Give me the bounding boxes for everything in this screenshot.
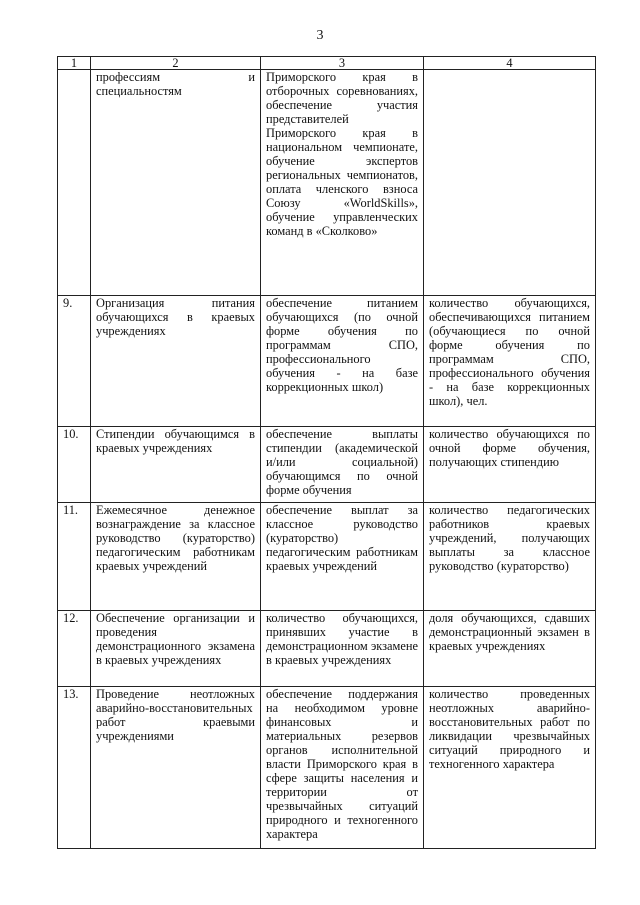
row-content: обеспечение выплат за классное руководство (кураторство) педагогическим работникам краевых учреждений — [261, 503, 424, 611]
row-indicator — [424, 70, 596, 296]
row-content: Приморского края в отборочных соревнованиях, обеспечение участия представителей Приморского края в национальном чемпионате, обучение экспертов региональных чемпионатов, оплата членского взноса Союзу «WorldSkills», обучение управленческих команд в «Сколково» — [261, 70, 424, 296]
row-number — [58, 70, 91, 296]
column-header-3: 3 — [261, 57, 424, 70]
table-row — [58, 611, 596, 687]
page-number: 3 — [316, 28, 324, 43]
column-header-4: 4 — [424, 57, 596, 70]
row-content: обеспечение поддержания на необходимом уровне финансовых и материальных резервов органов исполнительной власти Приморского края в сфере защиты населения и территории от чрезвычайных ситуаций природного и техногенного характера — [261, 687, 424, 849]
row-indicator: количество проведенных неотложных аварийно-восстановительных работ по ликвидации чрезвычайных ситуаций природного и техногенного характера — [424, 687, 596, 849]
row-number: 12. — [58, 611, 91, 687]
table-row — [58, 427, 596, 503]
row-content: обеспечение питанием обучающихся (по очной форме обучения по программам СПО, профессионального обучения - на базе коррекционных школ) — [261, 296, 424, 427]
table-row — [58, 503, 596, 611]
table-row — [58, 296, 596, 427]
row-name: Обеспечение организации и проведения демонстрационного экзамена в краевых учреждениях — [91, 611, 261, 687]
column-header-2: 2 — [91, 57, 261, 70]
row-name: профессиям и специальностям — [91, 70, 261, 296]
row-indicator: количество педагогических работников краевых учреждений, получающих выплаты за классное руководство (кураторство) — [424, 503, 596, 611]
row-indicator: количество обучающихся, обеспечивающихся питанием (обучающиеся по очной форме обучения по программам СПО, профессионального обучения - на базе коррекционных школ), чел. — [424, 296, 596, 427]
row-number: 10. — [58, 427, 91, 503]
row-indicator: количество обучающихся по очной форме обучения, получающих стипендию — [424, 427, 596, 503]
row-content: количество обучающихся, принявших участие в демонстрационном экзамене в краевых учреждениях — [261, 611, 424, 687]
row-name: Ежемесячное денежное вознаграждение за классное руководство (кураторство) педагогическим работникам краевых учреждений — [91, 503, 261, 611]
row-name: Стипендии обучающимся в краевых учреждениях — [91, 427, 261, 503]
measures-table — [57, 56, 596, 849]
row-number: 11. — [58, 503, 91, 611]
table-header-row — [58, 57, 596, 70]
row-content: обеспечение выплаты стипендии (академической и/или социальной) обучающимся по очной форме обучения — [261, 427, 424, 503]
table-row — [58, 70, 596, 296]
row-name: Проведение неотложных аварийно-восстановительных работ краевыми учреждениями — [91, 687, 261, 849]
row-indicator: доля обучающихся, сдавших демонстрационный экзамен в краевых учреждениях — [424, 611, 596, 687]
column-header-1: 1 — [58, 57, 91, 70]
row-number: 9. — [58, 296, 91, 427]
row-name: Организация питания обучающихся в краевых учреждениях — [91, 296, 261, 427]
row-number: 13. — [58, 687, 91, 849]
table-row — [58, 687, 596, 849]
